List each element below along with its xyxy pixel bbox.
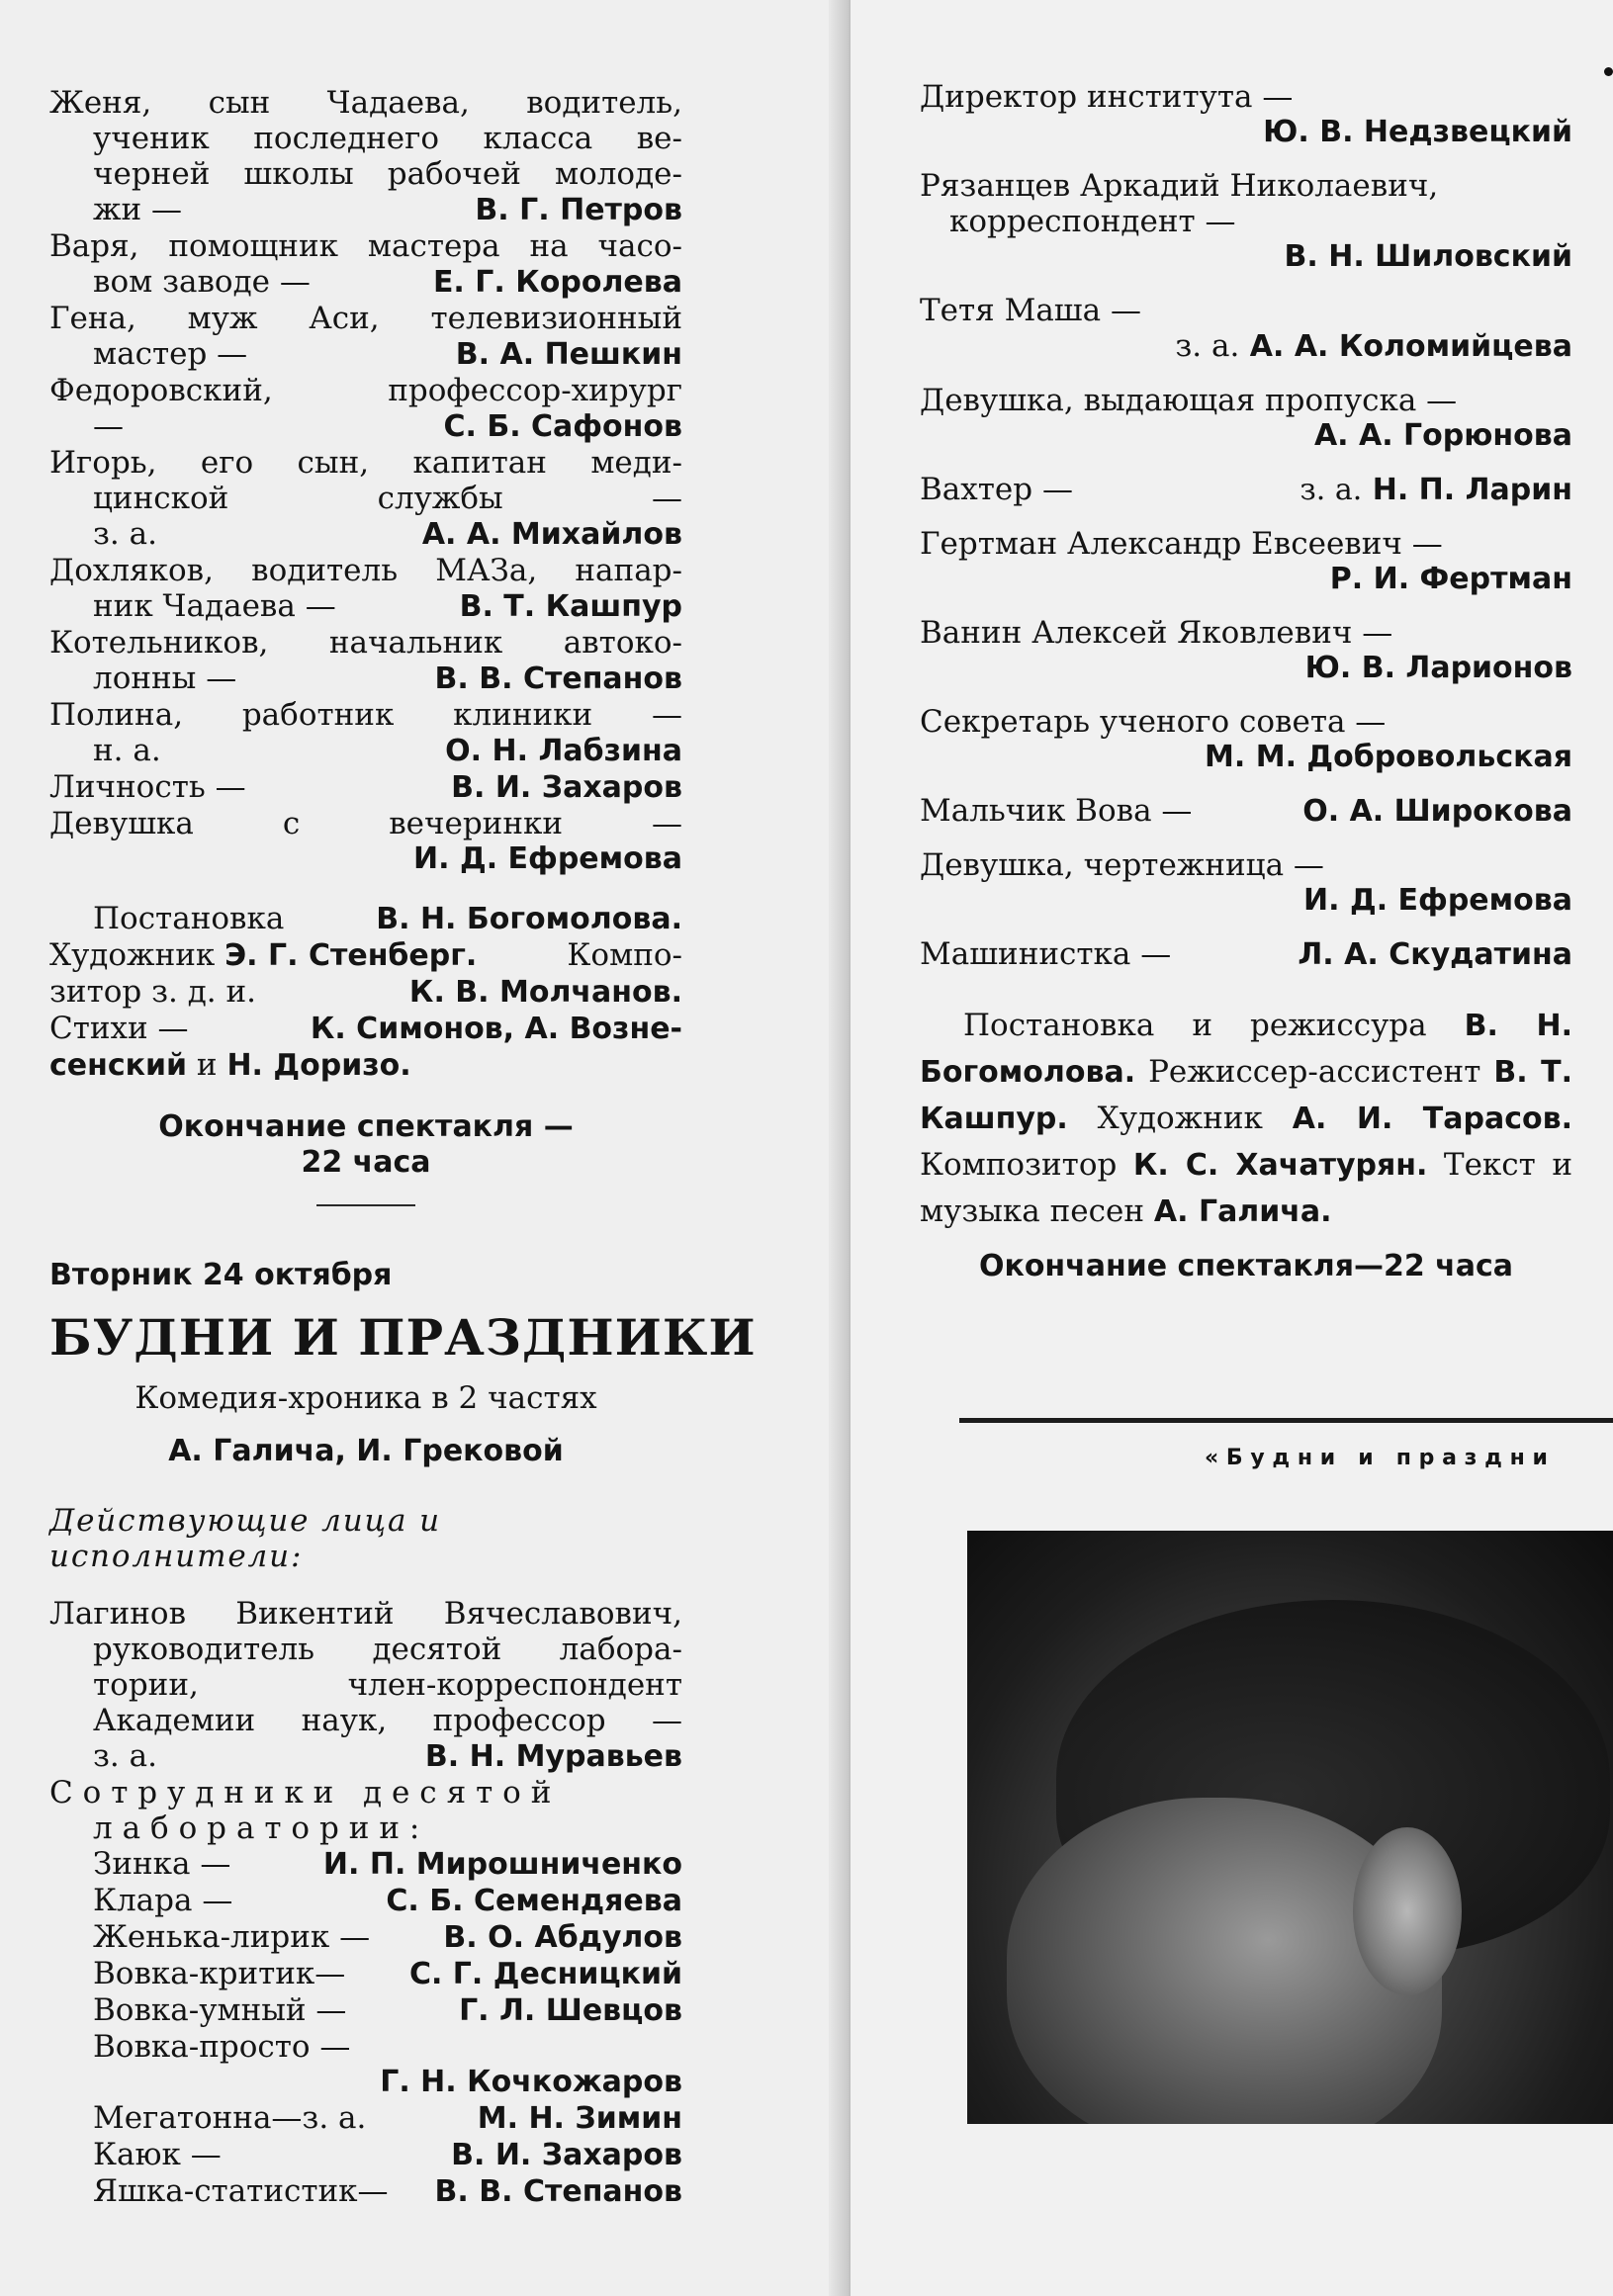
actor-name: В. И. Захаров bbox=[451, 2138, 682, 2172]
role-text: Девушка с вечеринки — bbox=[49, 806, 682, 841]
role-text: Ванин Алексей Яковлевич — bbox=[920, 615, 1393, 651]
credit-name: Э. Г. Стенберг. bbox=[224, 938, 478, 973]
role-text: Вовка-просто — bbox=[93, 2029, 351, 2065]
credit-label: Стихи — bbox=[49, 1011, 189, 1046]
actor-name: С. Г. Десницкий bbox=[408, 1957, 682, 1991]
cast-entry bbox=[920, 704, 1572, 775]
actor-name: Г. Л. Шевцов bbox=[459, 1993, 682, 2028]
actor-name: В. Н. Муравьев bbox=[424, 1739, 682, 1774]
cast-row bbox=[49, 264, 682, 301]
actor-name: Е. Г. Королева bbox=[432, 265, 682, 300]
role-text: Мегатонна—з. а. bbox=[93, 2100, 367, 2136]
cast-row bbox=[49, 733, 682, 769]
actor-name: Р. И. Фертман bbox=[1329, 562, 1572, 596]
cast-row bbox=[49, 841, 682, 877]
credit-name: А. И. Тарасов. bbox=[1292, 1102, 1572, 1136]
actor-name: В. Н. Шиловский bbox=[1284, 239, 1572, 274]
cast-entry bbox=[920, 936, 1572, 973]
role-text: Федоровский, профессор-хирург bbox=[49, 373, 682, 408]
credit-name: Н. Доризо. bbox=[226, 1048, 411, 1083]
cast-lead bbox=[49, 1596, 682, 1775]
role-text: Гена, муж Аси, телевизионный bbox=[49, 301, 682, 336]
cast-entry bbox=[920, 168, 1572, 275]
role-text: Дохляков, водитель МАЗа, напар- bbox=[49, 553, 682, 588]
cast-row bbox=[49, 192, 682, 228]
credit-label: зитор з. д. и. bbox=[49, 974, 257, 1010]
role-text: Вовка-умный — bbox=[93, 1992, 347, 2028]
cast-row bbox=[920, 793, 1572, 830]
actor-line bbox=[920, 562, 1572, 597]
staff-row bbox=[49, 1919, 682, 1956]
role-text: Тетя Маша — bbox=[920, 293, 1141, 328]
cast-entry bbox=[920, 526, 1572, 597]
actor-name: Ю. В. Ларионов bbox=[1304, 651, 1572, 685]
actor-name: М. Н. Зимин bbox=[477, 2101, 682, 2136]
cast-entry bbox=[49, 697, 682, 769]
cast-entry bbox=[49, 85, 682, 228]
cast-entry bbox=[920, 79, 1572, 150]
cast-row bbox=[920, 936, 1572, 973]
cast-entry bbox=[920, 615, 1572, 686]
role-text: Девушка, выдающая пропуска — bbox=[920, 383, 1458, 418]
cast-entry bbox=[920, 293, 1572, 365]
margin-mark bbox=[1604, 67, 1613, 76]
staff-heading-2: лаборатории: bbox=[93, 1810, 430, 1846]
actor-line bbox=[920, 328, 1572, 365]
staff-row bbox=[49, 2137, 682, 2173]
credit-name: К. Симонов, А. Возне- bbox=[310, 1012, 682, 1046]
cast-entry bbox=[920, 847, 1572, 919]
actor-line bbox=[920, 115, 1572, 150]
role-text: жи — bbox=[93, 192, 183, 227]
cast-row bbox=[49, 661, 682, 697]
role-text: Директор института — bbox=[920, 79, 1294, 115]
portrait-photo bbox=[967, 1531, 1613, 2124]
credit-name: сенский bbox=[49, 1048, 188, 1083]
role-text: ученик последнего класса ве- bbox=[93, 121, 682, 156]
actor-name-text: Л. А. Скудатина bbox=[1298, 937, 1572, 972]
title-prefix: з. а. bbox=[1299, 473, 1363, 507]
credit-label: Художник bbox=[49, 937, 216, 973]
cast-row bbox=[49, 516, 682, 553]
play-title: БУДНИ И ПРАЗДНИКИ bbox=[49, 1308, 757, 1367]
staff-row bbox=[49, 2100, 682, 2137]
cast-entry bbox=[49, 301, 682, 373]
actor-name: С. Б. Сафонов bbox=[443, 409, 682, 444]
actor-name: С. Б. Семендяева bbox=[386, 1884, 682, 1918]
credit-name: К. С. Хачатурян. bbox=[1132, 1148, 1428, 1183]
actor-name: А. А. Коломийцева bbox=[1249, 329, 1572, 364]
role-text: цинской службы — bbox=[93, 481, 682, 516]
role-text: руководитель десятой лабора- bbox=[93, 1632, 682, 1667]
performance-date: Вторник 24 октября bbox=[49, 1258, 393, 1292]
left-column bbox=[49, 85, 757, 2210]
role-text: Академии наук, профессор — bbox=[93, 1703, 682, 1738]
role-text: Мальчик Вова — bbox=[920, 793, 1193, 829]
role-text: Гертман Александр Евсеевич — bbox=[920, 526, 1443, 562]
cast-list-continued bbox=[920, 79, 1572, 973]
actor-name: И. П. Мирошниченко bbox=[322, 1847, 682, 1882]
credits-previous-play bbox=[49, 901, 682, 1084]
credit-label: Компо- bbox=[567, 937, 682, 973]
actor-name bbox=[1298, 937, 1572, 973]
cast-row bbox=[49, 588, 682, 625]
staff-heading: Сотрудники десятой bbox=[49, 1775, 562, 1810]
role-text: Секретарь ученого совета — bbox=[920, 704, 1387, 740]
ending-time: Окончание спектакля—22 часа bbox=[978, 1249, 1514, 1283]
credit-label: Постановка bbox=[93, 901, 285, 936]
role-text: з. а. bbox=[93, 516, 157, 552]
actor-line bbox=[920, 883, 1572, 919]
role-text: Женя, сын Чадаева, водитель, bbox=[49, 85, 682, 121]
actor-name-text: Н. П. Ларин bbox=[1372, 473, 1572, 507]
actor-line bbox=[920, 651, 1572, 686]
credit-label: и bbox=[196, 1047, 218, 1083]
photo-ear-shape bbox=[1353, 1827, 1462, 1995]
cast-entry bbox=[49, 769, 682, 806]
actor-name: М. М. Добровольская bbox=[1205, 740, 1572, 774]
actor-line bbox=[920, 239, 1572, 275]
staff-row bbox=[49, 2173, 682, 2210]
actor-name: И. Д. Ефремова bbox=[413, 841, 682, 876]
actor-line bbox=[920, 418, 1572, 454]
actor-name: В. О. Абдулов bbox=[443, 1920, 682, 1955]
actor-name: Г. Н. Кочкожаров bbox=[380, 2065, 682, 2099]
actor-name: В. Т. Кашпур bbox=[459, 589, 682, 624]
role-text: вом заводе — bbox=[93, 264, 311, 300]
actor-line bbox=[920, 740, 1572, 775]
credit-name: К. В. Молчанов. bbox=[408, 975, 682, 1010]
cast-entry bbox=[49, 625, 682, 697]
role-text: — bbox=[93, 408, 124, 444]
role-text: Девушка, чертежница — bbox=[920, 847, 1324, 883]
staff-row bbox=[49, 1846, 682, 1883]
credit-name: В. Н. Богомолова. bbox=[920, 1009, 1572, 1090]
actor-name: В. Г. Петров bbox=[475, 193, 682, 227]
role-text: тории, член-корреспондент bbox=[93, 1667, 682, 1703]
actor-name: В. В. Степанов bbox=[434, 2174, 682, 2209]
actor-name bbox=[1302, 794, 1572, 830]
ending-time-line1: Окончание спектакля — bbox=[158, 1109, 574, 1144]
staff-row bbox=[49, 2029, 682, 2065]
cast-entry bbox=[49, 445, 682, 553]
cast-entry bbox=[49, 228, 682, 301]
right-column bbox=[920, 79, 1572, 1284]
play-authors: А. Галича, И. Грековой bbox=[168, 1434, 564, 1468]
cast-heading: Действующие лица и исполнители: bbox=[49, 1503, 441, 1574]
role-text: Женька-лирик — bbox=[93, 1919, 371, 1955]
role-text: Рязанцев Аркадий Николаевич, bbox=[920, 168, 1439, 204]
cast-entry bbox=[49, 373, 682, 445]
thick-separator-rule bbox=[959, 1418, 1613, 1423]
role-text: Машинистка — bbox=[920, 936, 1172, 972]
role-text: з. а. bbox=[93, 1738, 157, 1774]
actor-name: А. А. Михайлов bbox=[421, 517, 682, 552]
cast-row bbox=[920, 472, 1572, 508]
staff-row bbox=[49, 1956, 682, 1992]
role-text: Вовка-критик— bbox=[93, 1956, 346, 1991]
cast-row bbox=[49, 336, 682, 373]
role-text: черней школы рабочей молоде- bbox=[93, 156, 682, 192]
staff-list bbox=[49, 1846, 682, 2210]
actor-name bbox=[1299, 473, 1572, 508]
cast-row bbox=[49, 408, 682, 445]
role-text: Личность — bbox=[49, 769, 246, 805]
cast-row bbox=[49, 1738, 682, 1775]
role-text: Каюк — bbox=[93, 2137, 222, 2172]
title-prefix: з. а. bbox=[1175, 328, 1240, 364]
actor-name: В. И. Захаров bbox=[451, 770, 682, 805]
role-text: лонны — bbox=[93, 661, 237, 696]
cast-entry bbox=[920, 793, 1572, 830]
actor-name: В. В. Степанов bbox=[434, 662, 682, 696]
actor-name: И. Д. Ефремова bbox=[1303, 883, 1572, 918]
actor-name: Ю. В. Недзвецкий bbox=[1263, 115, 1572, 149]
actor-name-text: О. А. Широкова bbox=[1302, 794, 1572, 829]
role-text: Котельников, начальник автоко- bbox=[49, 625, 682, 661]
credits-current-play: Постановка и режиссура В. Н. Богомолова. Режиссер-ассистент В. Т. Кашпур. Художник А. И. Тарасов. Композитор К. С. Хачатурян. Текст и музыка песен А. Галича. bbox=[920, 1008, 1572, 1229]
role-text: Зинка — bbox=[93, 1846, 231, 1882]
cast-list-previous-play bbox=[49, 85, 682, 877]
role-text: мастер — bbox=[93, 336, 248, 372]
staff-row bbox=[49, 1883, 682, 1919]
role-text: н. а. bbox=[93, 733, 161, 768]
staff-row bbox=[49, 1992, 682, 2029]
cast-entry bbox=[49, 553, 682, 625]
actor-name: А. А. Горюнова bbox=[1313, 418, 1572, 453]
credit-name: В. Н. Богомолова. bbox=[376, 902, 682, 936]
role-text: Яшка-статистик— bbox=[93, 2173, 389, 2209]
separator-rule bbox=[316, 1204, 415, 1206]
credit-name: А. Галича. bbox=[1153, 1194, 1332, 1229]
role-text: корреспондент — bbox=[949, 204, 1236, 239]
role-text: Лагинов Викентий Вячеславович, bbox=[49, 1596, 682, 1632]
play-genre: Комедия-хроника в 2 частях bbox=[134, 1380, 597, 1416]
cast-entry bbox=[920, 383, 1572, 454]
role-text: ник Чадаева — bbox=[93, 588, 336, 624]
photo-caption: «Будни и праздни bbox=[1205, 1446, 1556, 1470]
role-text: Игорь, его сын, капитан меди- bbox=[49, 445, 682, 481]
cast-entry bbox=[49, 806, 682, 877]
role-text: Клара — bbox=[93, 1883, 233, 1918]
role-text: Варя, помощник мастера на часо- bbox=[49, 228, 682, 264]
role-text: Вахтер — bbox=[920, 472, 1073, 507]
credit-name: В. Т. Кашпур. bbox=[920, 1055, 1572, 1136]
role-text: Полина, работник клиники — bbox=[49, 697, 682, 733]
cast-row bbox=[49, 769, 682, 806]
staff-row bbox=[49, 2065, 682, 2100]
actor-name: О. Н. Лабзина bbox=[445, 734, 682, 768]
ending-time-line2: 22 часа bbox=[301, 1145, 431, 1180]
actor-name: В. А. Пешкин bbox=[455, 337, 682, 372]
cast-entry bbox=[920, 472, 1572, 508]
